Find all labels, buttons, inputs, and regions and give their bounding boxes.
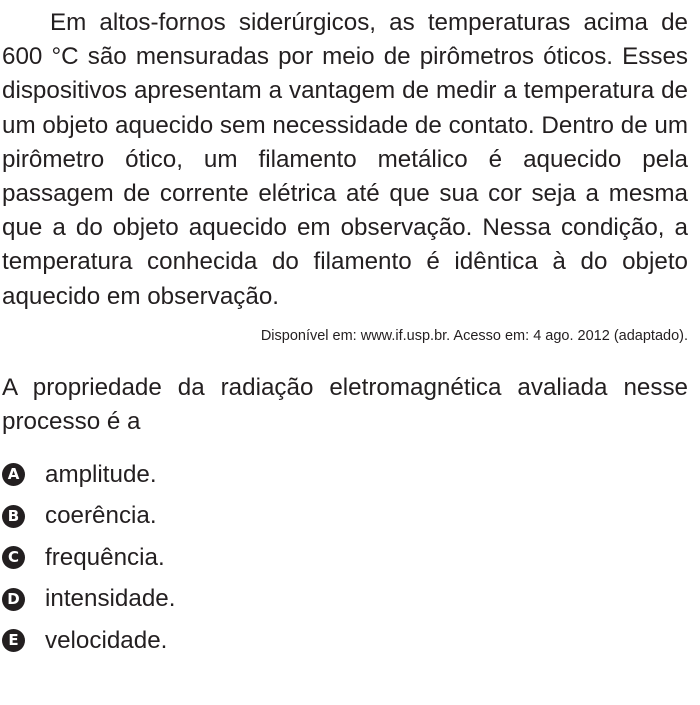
passage-text: Em altos-fornos siderúrgicos, as temperaturas acima de 600 °C são mensuradas por meio de pirômetros óticos. Esses dispositivos apresentam a vantagem de medir a temperatura de um objeto aquecido sem necessidade de contato. Dentro de um pirômetro ótico, um filamento metálico é aquecido pela passagem de corrente elétrica até que sua cor seja a mesma que a do objeto aquecido em observação. Nessa condição, a temperatura conhecida do filamento é idêntica à do objeto aquecido em observação. bbox=[2, 9, 688, 310]
option-a-text: amplitude. bbox=[45, 460, 157, 488]
option-b-text: coerência. bbox=[45, 502, 157, 530]
option-b[interactable] bbox=[2, 496, 688, 538]
option-d-letter-icon: D bbox=[2, 588, 25, 611]
option-e[interactable] bbox=[2, 620, 688, 662]
question-stem: A propriedade da radiação eletromagnética avaliada nesse processo é a bbox=[2, 373, 688, 436]
option-d-text: intensidade. bbox=[45, 585, 176, 613]
option-c-letter-icon: C bbox=[2, 546, 25, 569]
option-c-text: frequência. bbox=[45, 543, 165, 571]
option-e-letter-icon: E bbox=[2, 629, 25, 652]
source-citation: Disponível em: www.if.usp.br. Acesso em: 4 ago. 2012 (adaptado). bbox=[260, 327, 688, 344]
option-c[interactable] bbox=[2, 537, 688, 579]
option-d[interactable] bbox=[2, 579, 688, 621]
option-e-text: velocidade. bbox=[45, 626, 168, 654]
option-a[interactable] bbox=[2, 454, 688, 496]
answer-options bbox=[2, 439, 688, 662]
question-document bbox=[2, 0, 688, 662]
option-a-letter-icon: A bbox=[2, 463, 25, 486]
option-b-letter-icon: B bbox=[2, 505, 25, 528]
